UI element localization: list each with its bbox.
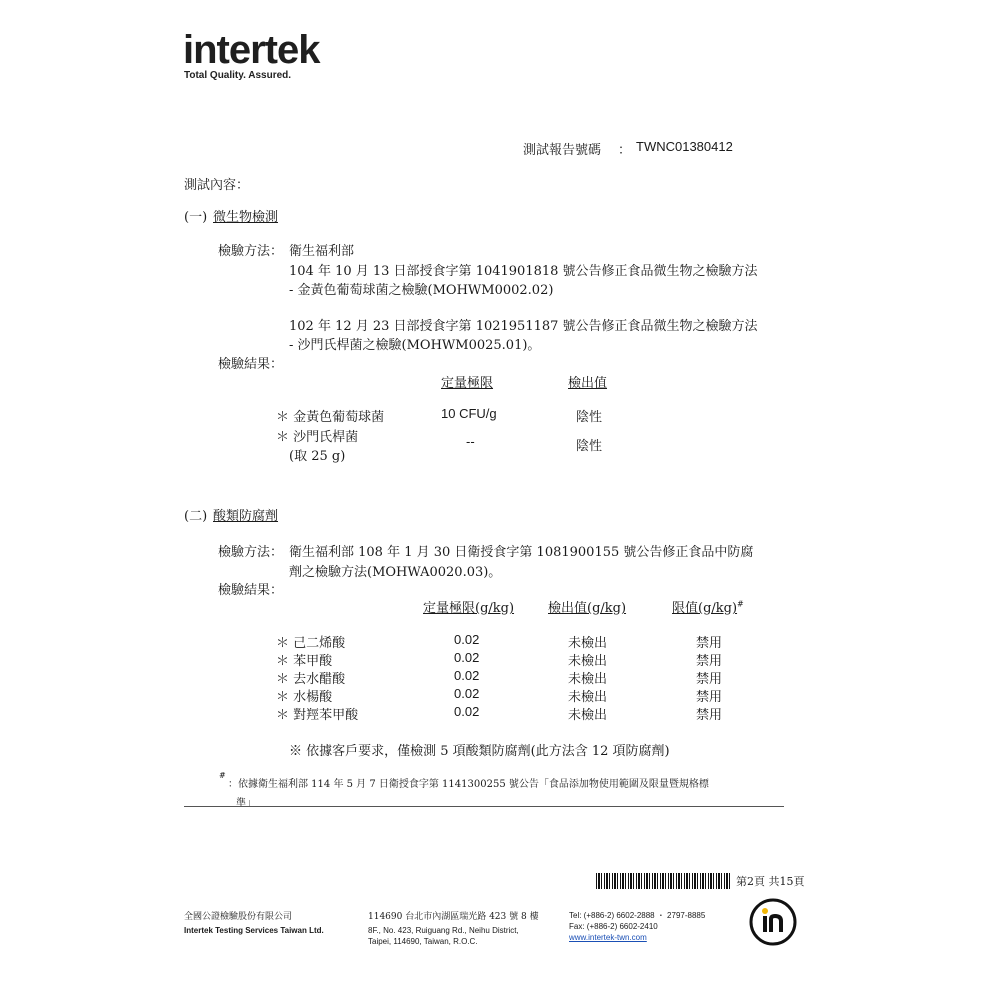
method-line: - 金黃色葡萄球菌之檢驗(MOHWM0002.02) (289, 283, 554, 298)
preservative-limit: 0.02 (454, 704, 480, 719)
report-no: TWNC01380412 (636, 139, 733, 154)
preservative-name: ＊ 苯甲酸 (276, 654, 333, 669)
report-no-label: 測試報告號碼 (523, 143, 602, 158)
address-en-line: Taipei, 114690, Taiwan, R.O.C. (368, 937, 478, 946)
report-no-sep: ： (618, 142, 632, 157)
method-label: 檢驗方法： (218, 545, 284, 560)
column-header-limit: 定量極限(g/kg) (423, 601, 515, 616)
analyte-result: 陰性 (576, 410, 603, 425)
address-zh: 114690 台北市內湖區瑞光路 423 號 8 樓 (368, 912, 539, 922)
section1-num: (一) (184, 210, 208, 225)
preservative-limit: 0.02 (454, 650, 480, 665)
preservative-max: 禁用 (696, 672, 723, 687)
column-header-max (672, 597, 744, 616)
intertek-in-logo-icon (748, 897, 798, 947)
analyte-name: ＊ 金黃色葡萄球菌 (276, 410, 385, 425)
preservative-result: 未檢出 (568, 636, 608, 651)
logo-tagline: Total Quality. Assured. (184, 70, 292, 81)
footnote-ref: # (737, 599, 744, 609)
website-link[interactable]: www.intertek-twn.com (569, 933, 647, 942)
company-name-zh: 全國公證檢驗股份有限公司 (184, 912, 293, 922)
method-line: 劑之檢驗方法(MOHWA0020.03)。 (289, 565, 502, 580)
preservative-max: 禁用 (696, 690, 723, 705)
preservative-result: 未檢出 (568, 708, 608, 723)
analyte-sub: (取 25 g) (289, 449, 346, 464)
column-header-result: 檢出值 (568, 376, 608, 391)
telephone: Tel: (+886-2) 6602-2888 ・ 2797-8885 (569, 911, 706, 920)
analyte-name: ＊ 沙門氏桿菌 (276, 430, 359, 445)
method-line: 104 年 10 月 13 日部授食字第 1041901818 號公告修正食品微生物之檢驗方法 (289, 264, 758, 279)
footnote-line: 準」 (236, 798, 256, 809)
section2-title: 酸類防腐劑 (213, 509, 279, 524)
method-line: 102 年 12 月 23 日部授食字第 1021951187 號公告修正食品微生物之檢驗方法 (289, 319, 758, 334)
preservative-name: ＊ 水楊酸 (276, 690, 333, 705)
result-label: 檢驗結果： (218, 357, 284, 372)
footnote-mark: # (219, 771, 226, 780)
method-line: 衛生福利部 (289, 244, 355, 259)
analyte-limit: 10 CFU/g (441, 406, 497, 421)
preservative-result: 未檢出 (568, 654, 608, 669)
preservative-name: ＊ 己二烯酸 (276, 636, 346, 651)
content-label: 測試內容： (184, 178, 250, 193)
preservative-result: 未檢出 (568, 690, 608, 705)
preservative-limit: 0.02 (454, 686, 480, 701)
barcode (596, 873, 730, 889)
method-line: - 沙門氏桿菌之檢驗(MOHWM0025.01)。 (289, 338, 541, 353)
analyte-result: 陰性 (576, 439, 603, 454)
result-label: 檢驗結果： (218, 583, 284, 598)
section1-title: 微生物檢測 (213, 210, 279, 225)
preservative-max: 禁用 (696, 708, 723, 723)
preservative-name: ＊ 去水醋酸 (276, 672, 346, 687)
column-header-result: 檢出值(g/kg) (548, 601, 627, 616)
preservative-result: 未檢出 (568, 672, 608, 687)
company-name-en: Intertek Testing Services Taiwan Ltd. (184, 926, 324, 935)
preservative-max: 禁用 (696, 654, 723, 669)
preservative-limit: 0.02 (454, 668, 480, 683)
client-request-note: ※ 依據客戶要求，僅檢測 5 項酸類防腐劑(此方法含 12 項防腐劑) (289, 744, 670, 759)
preservative-name: ＊ 對羥苯甲酸 (276, 708, 359, 723)
method-line: 衛生福利部 108 年 1 月 30 日衛授食字第 1081900155 號公告修正食品中防腐 (289, 545, 754, 560)
intertek-logo: intertek (183, 28, 320, 72)
footnote-divider (184, 806, 784, 807)
method-label: 檢驗方法： (218, 244, 284, 259)
analyte-limit: -- (466, 434, 475, 449)
address-en-line: 8F., No. 423, Ruiguang Rd., Neihu District, (368, 926, 519, 935)
page-indicator: 第2頁 共15頁 (736, 875, 805, 888)
column-header-limit: 定量極限 (441, 376, 494, 391)
preservative-limit: 0.02 (454, 632, 480, 647)
preservative-max: 禁用 (696, 636, 723, 651)
fax: Fax: (+886-2) 6602-2410 (569, 922, 658, 931)
column-header-max-label: 限值(g/kg) (672, 601, 738, 616)
section2-num: (二) (184, 509, 208, 524)
footnote-line: ：依據衛生福利部 114 年 5 月 7 日衛授食字第 1141300255 號公告「食品添加物使用範圍及限量暨規格標 (228, 779, 709, 790)
